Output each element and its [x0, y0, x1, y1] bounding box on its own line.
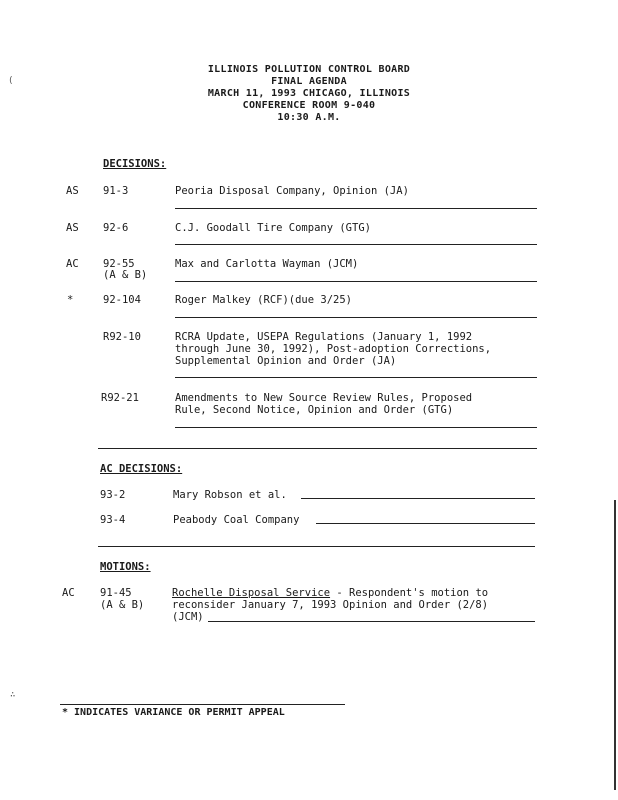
item-code: AC	[66, 258, 79, 270]
docket-number: 92-55	[103, 258, 135, 270]
docket-number: 92-6	[103, 222, 129, 234]
docket-number: 93-2	[100, 489, 126, 501]
item-description: Amendments to New Source Review Rules, Proposed	[175, 392, 473, 404]
item-description: RCRA Update, USEPA Regulations (January 1, 1992	[175, 331, 473, 343]
board-title: ILLINOIS POLLUTION CONTROL BOARD	[207, 64, 411, 75]
motions-heading: MOTIONS:	[100, 561, 151, 573]
meeting-time: 10:30 A.M.	[277, 112, 341, 123]
signature-line	[175, 208, 537, 209]
scan-edge	[614, 500, 616, 790]
docket-number: 92-104	[103, 294, 141, 306]
footnote: * INDICATES VARIANCE OR PERMIT APPEAL	[62, 707, 285, 718]
item-description: Max and Carlotta Wayman (JCM)	[175, 258, 359, 270]
signature-line	[175, 427, 537, 428]
docket-sub: (A & B)	[100, 599, 145, 611]
item-code: AS	[66, 222, 79, 234]
blank-line	[98, 546, 535, 547]
meeting-room: CONFERENCE ROOM 9-040	[242, 100, 376, 111]
docket-number: 91-45	[100, 587, 132, 599]
docket-sub: (A & B)	[103, 269, 148, 281]
scan-mark: ∴	[10, 690, 16, 700]
footnote-rule	[60, 704, 345, 705]
item-description: Peoria Disposal Company, Opinion (JA)	[175, 185, 409, 197]
agenda-title: FINAL AGENDA	[271, 76, 347, 87]
docket-number: 93-4	[100, 514, 126, 526]
motion-text: - Respondent's motion to	[330, 587, 489, 599]
item-code: AS	[66, 185, 79, 197]
decisions-heading: DECISIONS:	[103, 158, 167, 170]
item-description: Roger Malkey (RCF)(due 3/25)	[175, 294, 353, 306]
signature-line	[175, 244, 537, 245]
ac-decisions-heading: AC DECISIONS:	[100, 463, 183, 475]
signature-line	[175, 377, 537, 378]
docket-number: R92-21	[101, 392, 139, 404]
item-code: AC	[62, 587, 75, 599]
item-description: Mary Robson et al.	[173, 489, 287, 501]
item-description: C.J. Goodall Tire Company (GTG)	[175, 222, 371, 234]
motion-text: reconsider January 7, 1993 Opinion and Order (2/8)	[172, 599, 489, 611]
blank-line	[98, 448, 537, 449]
docket-number: 91-3	[103, 185, 129, 197]
motion-text: (JCM)	[172, 611, 204, 623]
motion-line	[172, 587, 488, 599]
scan-mark: (	[8, 76, 14, 86]
signature-line	[301, 498, 535, 499]
item-description: Rule, Second Notice, Opinion and Order (GTG)	[175, 404, 454, 416]
signature-line	[208, 621, 535, 622]
item-description: Peabody Coal Company	[173, 514, 300, 526]
motion-party-name: Rochelle Disposal Service	[172, 587, 331, 599]
signature-line	[175, 317, 537, 318]
item-code: *	[67, 294, 74, 306]
signature-line	[175, 281, 537, 282]
docket-number: R92-10	[103, 331, 141, 343]
signature-line	[316, 523, 535, 524]
item-description: Supplemental Opinion and Order (JA)	[175, 355, 397, 367]
meeting-date-location: MARCH 11, 1993 CHICAGO, ILLINOIS	[207, 88, 411, 99]
item-description: through June 30, 1992), Post-adoption Corrections,	[175, 343, 492, 355]
